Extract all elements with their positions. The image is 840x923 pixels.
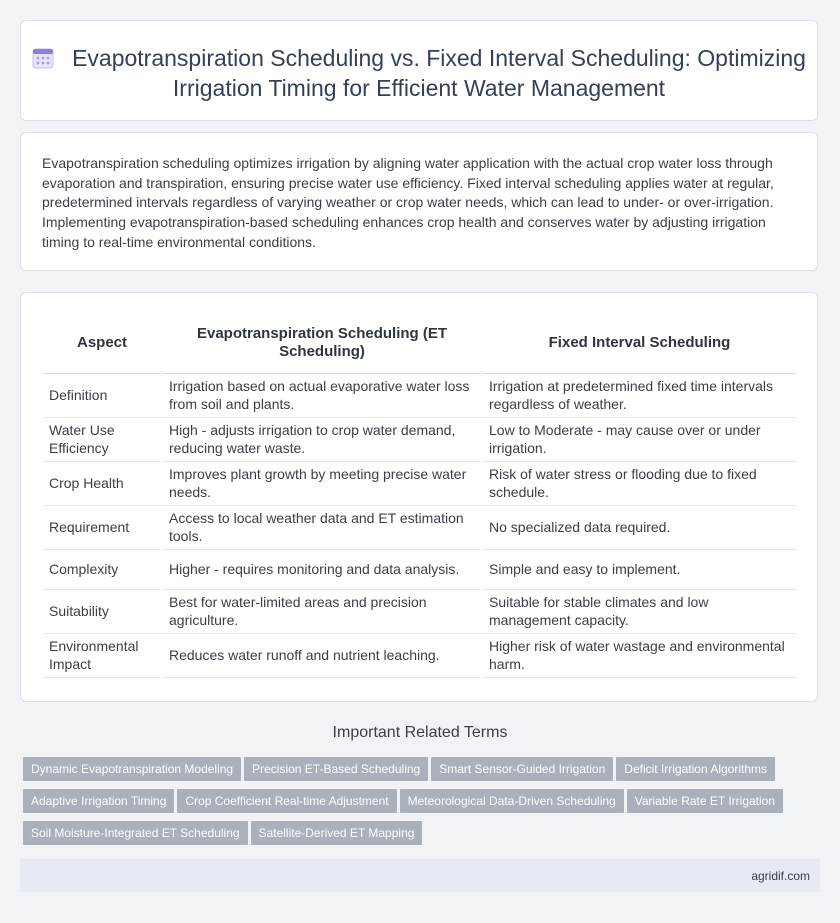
row-et-value: Irrigation based on actual evaporative water loss from soil and plants.: [163, 374, 481, 418]
row-aspect: Water Use Efficiency: [43, 418, 161, 462]
row-fixed-value: Low to Moderate - may cause over or under irrigation.: [483, 418, 796, 462]
intro-paragraph: Evapotranspiration scheduling optimizes irrigation by aligning water application with the actual crop water loss through evaporation and transpiration, ensuring precise water use efficiency. Fixed interval scheduling applies water at regular, predetermined intervals regardless of varying weather or crop water needs, which can lead to under- or over-irrigation. Implementing evapotranspiration-based scheduling enhances crop health and conserves water by adjusting irrigation timing to real-time environmental conditions.: [42, 155, 774, 250]
comparison-table-card: [20, 292, 818, 702]
related-term-tag[interactable]: Dynamic Evapotranspiration Modeling: [23, 757, 241, 781]
related-term-tag[interactable]: Deficit Irrigation Algorithms: [616, 757, 775, 781]
table-row: [43, 550, 796, 590]
related-terms-heading: Important Related Terms: [332, 724, 508, 741]
table-row: [43, 634, 796, 678]
table-row: [43, 506, 796, 550]
row-aspect: Suitability: [43, 590, 161, 634]
table-row: [43, 590, 796, 634]
row-et-value: Access to local weather data and ET estimation tools.: [163, 506, 481, 550]
calendar-icon: [32, 47, 54, 69]
row-et-value: Improves plant growth by meeting precise water needs.: [163, 462, 481, 506]
row-fixed-value: Irrigation at predetermined fixed time intervals regardless of weather.: [483, 374, 796, 418]
header-fixed-interval: Fixed Interval Scheduling: [483, 313, 796, 374]
row-et-value: High - adjusts irrigation to crop water demand, reducing water waste.: [163, 418, 481, 462]
related-term-tag[interactable]: Soil Moisture-Integrated ET Scheduling: [23, 821, 248, 845]
header-et-scheduling: Evapotranspiration Scheduling (ET Scheduling): [163, 313, 481, 374]
page-title: [21, 43, 817, 103]
row-fixed-value: Higher risk of water wastage and environmental harm.: [483, 634, 796, 678]
related-term-tag[interactable]: Meteorological Data-Driven Scheduling: [400, 789, 624, 813]
row-fixed-value: Simple and easy to implement.: [483, 550, 796, 590]
table-row: [43, 374, 796, 418]
title-card: [20, 20, 818, 121]
intro-card: [20, 132, 818, 271]
footer: [20, 859, 820, 892]
row-et-value: Best for water-limited areas and precision agriculture.: [163, 590, 481, 634]
related-term-tag[interactable]: Smart Sensor-Guided Irrigation: [431, 757, 613, 781]
table-header-row: [43, 313, 796, 374]
footer-site-link[interactable]: agridif.com: [751, 869, 810, 883]
related-term-tag[interactable]: Variable Rate ET Irrigation: [627, 789, 783, 813]
row-fixed-value: No specialized data required.: [483, 506, 796, 550]
row-fixed-value: Risk of water stress or flooding due to fixed schedule.: [483, 462, 796, 506]
table-row: [43, 418, 796, 462]
comparison-table: [41, 313, 798, 678]
related-terms-list: [23, 757, 813, 853]
related-term-tag[interactable]: Satellite-Derived ET Mapping: [251, 821, 423, 845]
row-aspect: Requirement: [43, 506, 161, 550]
row-aspect: Environmental Impact: [43, 634, 161, 678]
row-aspect: Complexity: [43, 550, 161, 590]
row-aspect: Definition: [43, 374, 161, 418]
related-term-tag[interactable]: Adaptive Irrigation Timing: [23, 789, 174, 813]
related-term-tag[interactable]: Precision ET-Based Scheduling: [244, 757, 428, 781]
page-title-text: Evapotranspiration Scheduling vs. Fixed Interval Scheduling: Optimizing Irrigation Timing for Efficient Water Management: [72, 45, 806, 101]
row-aspect: Crop Health: [43, 462, 161, 506]
row-et-value: Higher - requires monitoring and data analysis.: [163, 550, 481, 590]
row-et-value: Reduces water runoff and nutrient leaching.: [163, 634, 481, 678]
row-fixed-value: Suitable for stable climates and low management capacity.: [483, 590, 796, 634]
header-aspect: Aspect: [43, 313, 161, 374]
related-term-tag[interactable]: Crop Coefficient Real-time Adjustment: [177, 789, 396, 813]
table-row: [43, 462, 796, 506]
